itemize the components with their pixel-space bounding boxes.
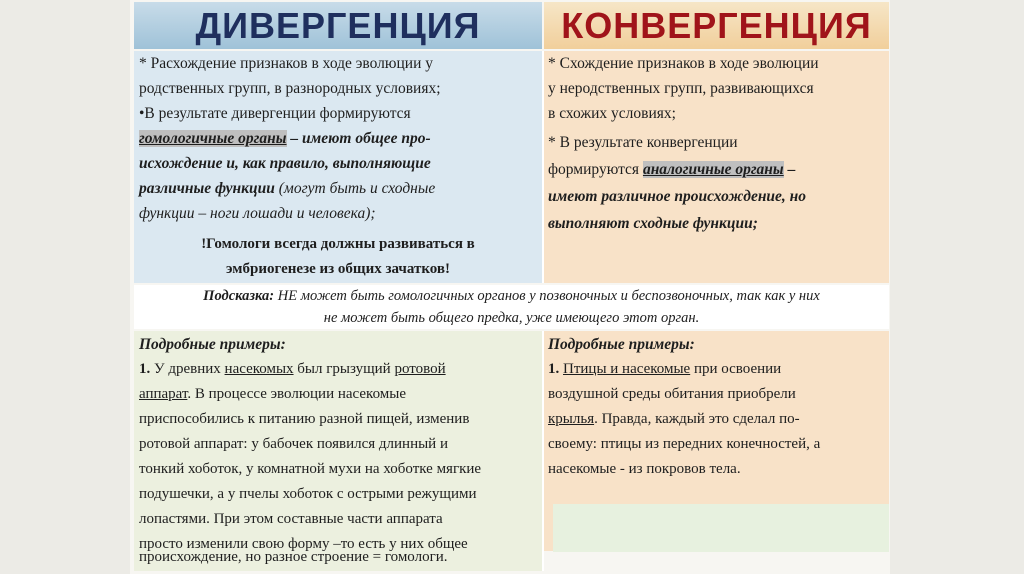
- conv-examples-title: Подробные примеры:: [548, 336, 695, 353]
- div-line-6-rest: (могут быть и сходные: [274, 180, 436, 197]
- div-ex-line-6: подушечки, а у пчелы хоботок с острыми режущими: [139, 486, 477, 502]
- conv-line-4: * В результате конвергенции: [548, 134, 738, 151]
- conv-ex-line-4: своему: птицы из передних конечностей, а: [548, 436, 821, 452]
- hint-label: Подсказка:: [203, 288, 275, 304]
- conv-ex-number: 1.: [548, 361, 560, 377]
- conv-ex-text-a: при освоении: [690, 361, 782, 377]
- div-line-7: функции – ноги лошади и человека);: [139, 205, 376, 222]
- conv-ex-line-2: воздушной среды обитания приобрели: [548, 386, 796, 402]
- div-ex-line-5: тонкий хоботок, у комнатной мухи на хоботке мягкие: [139, 461, 482, 477]
- conv-ex-line-1: [548, 357, 781, 382]
- mouth-term: ротовой: [394, 361, 446, 377]
- div-line-2: родственных групп, в разнородных условиях;: [139, 80, 441, 97]
- div-ex-text-a: У древних: [150, 361, 225, 377]
- divergence-header: ДИВЕРГЕНЦИЯ: [134, 2, 542, 49]
- hint-row: [134, 285, 889, 329]
- div-note-line-1: !Гомологи всегда должны развиваться в: [201, 236, 475, 252]
- div-ex-line-1: [139, 357, 446, 382]
- divergence-examples-cell: [134, 331, 542, 571]
- divergence-definition-cell: [134, 51, 542, 283]
- conv-line-3: в схожих условиях;: [548, 105, 676, 122]
- convergence-blank-area: [553, 504, 889, 552]
- wings-term: крылья: [548, 411, 595, 427]
- conv-ex-text-b: . Правда, каждый это сделал по-: [594, 411, 800, 427]
- div-line-6: [139, 176, 435, 201]
- conv-line-5: [548, 157, 795, 182]
- div-examples-title: Подробные примеры:: [139, 336, 286, 353]
- birds-insects-term: Птицы и насекомые: [563, 361, 691, 377]
- hint-text-1: НЕ может быть гомологичных органов у позвоночных и беспозвоночных, так как у них: [274, 288, 820, 304]
- div-ex-line-9: происхождение, но разное строение = гомологи.: [139, 549, 448, 565]
- hint-line-2: не может быть общего предка, уже имеющего этот орган.: [323, 310, 700, 326]
- homologous-organs-term: гомологичные органы: [139, 130, 287, 147]
- div-note-line-2: эмбриогенезе из общих зачатков!: [225, 261, 451, 277]
- div-ex-line-3: приспособились к питанию разной пищей, изменив: [139, 411, 470, 427]
- convergence-header: КОНВЕРГЕНЦИЯ: [544, 2, 889, 49]
- div-line-1: * Расхождение признаков в ходе эволюции у: [139, 55, 434, 72]
- div-ex-number: 1.: [139, 361, 151, 377]
- div-line-3: •В результате дивергенции формируются: [139, 105, 411, 122]
- div-line-4: [139, 126, 431, 151]
- conv-line-7: выполняют сходные функции;: [548, 215, 758, 232]
- div-ex-line-7: лопастями. При этом составные части аппарата: [139, 511, 443, 527]
- different-functions-term: различные функции: [139, 180, 275, 197]
- hint-line-1: [134, 285, 889, 307]
- div-line-4-rest: – имеют общее про-: [286, 130, 431, 147]
- conv-line-2: у неродственных групп, развивающихся: [548, 80, 814, 97]
- conv-ex-line-3: [548, 407, 800, 432]
- div-line-5: исхождение и, как правило, выполняющие: [139, 155, 431, 172]
- div-ex-line-2: [139, 382, 406, 407]
- div-ex-text-c: . В процессе эволюции насекомые: [187, 386, 407, 402]
- insects-term: насекомых: [224, 361, 294, 377]
- div-ex-line-8: просто изменили свою форму –то есть у них общее: [139, 536, 468, 552]
- div-ex-text-b: был грызущий: [293, 361, 395, 377]
- conv-ex-line-5: насекомые - из покровов тела.: [548, 461, 741, 477]
- analogous-organs-term: аналогичные органы: [642, 161, 784, 178]
- convergence-definition-cell: [544, 51, 889, 283]
- conv-line-5-start: формируются: [548, 161, 643, 178]
- conv-line-6: имеют различное происхождение, но: [548, 188, 807, 205]
- conv-line-5-dash: –: [783, 161, 796, 178]
- conv-line-1: * Схождение признаков в ходе эволюции: [548, 55, 819, 72]
- apparatus-term: аппарат: [139, 386, 188, 402]
- div-ex-line-4: ротовой аппарат: у бабочек появился длинный и: [139, 436, 448, 452]
